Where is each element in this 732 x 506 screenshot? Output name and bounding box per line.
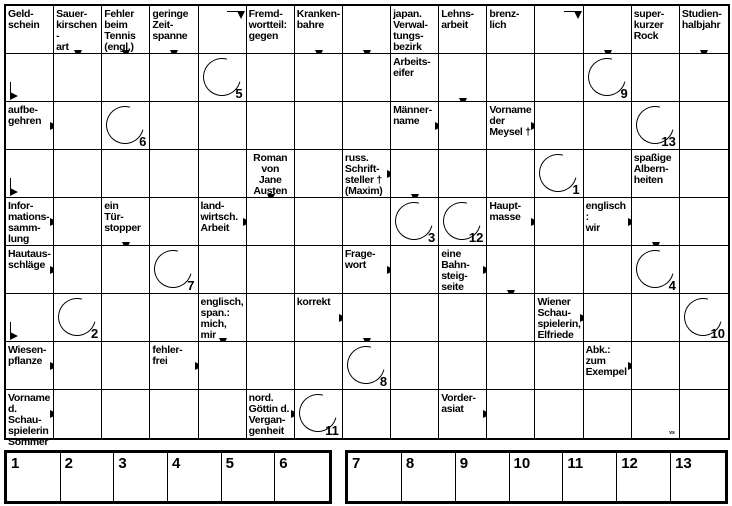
clue-text: Kranken- bahre	[296, 8, 340, 31]
answer-cell[interactable]	[6, 150, 54, 198]
clue-cell	[6, 342, 54, 390]
clue-text: brenz- lich	[489, 8, 520, 31]
answer-cell[interactable]	[487, 246, 535, 294]
solution-number: 12	[468, 230, 484, 245]
solution-letter-cell[interactable]	[150, 246, 198, 294]
clue-text: fehler- frei	[152, 344, 183, 367]
answer-cell[interactable]	[102, 54, 150, 102]
solution-number: 13	[661, 134, 676, 149]
crossword-grid	[4, 4, 730, 448]
solution-box-number: 6	[279, 455, 288, 472]
clue-cell	[102, 6, 150, 54]
answer-cell[interactable]	[680, 198, 728, 246]
solution-letter-cell[interactable]	[343, 342, 391, 390]
solution-box-number: 3	[118, 455, 127, 472]
clue-cell	[54, 6, 102, 54]
answer-cell[interactable]	[54, 150, 102, 198]
solution-letter-cell[interactable]	[54, 294, 102, 342]
clue-cell	[487, 6, 535, 54]
clue-cell	[391, 54, 439, 102]
answer-cell[interactable]	[487, 150, 535, 198]
answer-cell[interactable]	[439, 150, 487, 198]
answer-cell[interactable]	[6, 54, 54, 102]
answer-cell[interactable]	[535, 246, 583, 294]
clue-text: ein Tür- stopper	[104, 200, 141, 234]
clue-text: aufbe- gehren	[8, 104, 42, 127]
answer-cell[interactable]	[295, 246, 343, 294]
answer-cell[interactable]	[487, 390, 535, 438]
clue-text: Wiener Schau- spielerin, Elfriede	[537, 296, 581, 341]
answer-cell[interactable]	[584, 294, 632, 342]
solution-box[interactable]	[563, 453, 617, 501]
solution-letter-cell[interactable]	[584, 54, 632, 102]
answer-cell[interactable]	[295, 342, 343, 390]
clue-text: Lehns- arbeit	[441, 8, 474, 31]
clue-text: Infor- mations- samm- lung	[8, 200, 50, 245]
clue-text: Vorder- asiat	[441, 392, 476, 415]
clue-cell	[102, 198, 150, 246]
solution-number: 4	[668, 278, 676, 293]
answer-cell[interactable]	[391, 246, 439, 294]
answer-cell[interactable]	[343, 390, 391, 438]
answer-cell[interactable]	[391, 150, 439, 198]
solution-number: 1	[572, 182, 580, 197]
clue-text: spaßige Albern- heiten	[633, 152, 672, 186]
clue-text: Männer- name	[393, 104, 432, 127]
solution-box-number: 5	[225, 455, 234, 472]
solution-box-number: 4	[171, 455, 181, 472]
answer-cell[interactable]	[584, 150, 632, 198]
clue-cell	[391, 102, 439, 150]
clue-text: korrekt	[296, 296, 331, 308]
solution-number: 11	[325, 423, 339, 438]
solution-number: 2	[91, 326, 99, 341]
answer-cell[interactable]	[54, 198, 102, 246]
solution-letter-cell[interactable]	[632, 102, 680, 150]
answer-cell[interactable]	[535, 198, 583, 246]
solution-box[interactable]	[114, 453, 168, 501]
solution-strip-right	[345, 450, 728, 504]
answer-cell[interactable]	[391, 390, 439, 438]
answer-cell[interactable]	[680, 150, 728, 198]
arrow-right-down-icon	[227, 11, 241, 26]
answer-cell[interactable]	[343, 198, 391, 246]
solution-box[interactable]	[61, 453, 115, 501]
answer-cell[interactable]	[199, 6, 247, 54]
answer-cell[interactable]	[632, 390, 680, 438]
clue-text: Studien- halbjahr	[681, 8, 722, 31]
clue-cell	[295, 6, 343, 54]
answer-cell[interactable]	[102, 246, 150, 294]
solution-number: 5	[235, 86, 243, 101]
arrow-down-right-icon	[10, 178, 25, 192]
clue-text: Frage- wort	[344, 248, 376, 271]
answer-cell[interactable]	[295, 54, 343, 102]
answer-cell[interactable]	[680, 54, 728, 102]
clue-text: Roman von Jane Austen	[253, 152, 288, 197]
answer-cell[interactable]	[102, 150, 150, 198]
answer-cell[interactable]	[54, 342, 102, 390]
answer-cell[interactable]	[391, 342, 439, 390]
clue-cell	[247, 390, 295, 438]
solution-box-number: 10	[513, 455, 531, 472]
clue-cell	[199, 198, 247, 246]
solution-number: 10	[710, 326, 725, 341]
solution-box[interactable]	[456, 453, 510, 501]
answer-cell[interactable]	[199, 150, 247, 198]
credit-mark: vs	[669, 430, 675, 436]
clue-text: Haupt- masse	[489, 200, 521, 223]
answer-cell[interactable]	[632, 342, 680, 390]
clue-cell	[439, 6, 487, 54]
solution-letter-cell[interactable]	[199, 54, 247, 102]
answer-cell[interactable]	[150, 54, 198, 102]
answer-cell[interactable]	[632, 54, 680, 102]
arrow-down-right-icon	[10, 82, 25, 96]
clue-text: super- kurzer Rock	[633, 8, 665, 42]
solution-box-number: 8	[405, 455, 415, 472]
answer-cell[interactable]	[199, 390, 247, 438]
clue-text: Sauer- kirschen- art	[56, 8, 97, 53]
solution-box-number: 13	[675, 455, 692, 472]
answer-cell[interactable]	[680, 342, 728, 390]
answer-cell[interactable]	[487, 54, 535, 102]
clue-cell	[439, 246, 487, 294]
answer-cell[interactable]	[150, 390, 198, 438]
solution-box-number: 11	[567, 455, 584, 472]
clue-cell	[391, 6, 439, 54]
answer-cell[interactable]	[584, 246, 632, 294]
answer-cell[interactable]	[295, 102, 343, 150]
answer-cell[interactable]	[247, 198, 295, 246]
answer-cell[interactable]	[102, 294, 150, 342]
answer-cell[interactable]	[295, 150, 343, 198]
solution-box[interactable]	[510, 453, 564, 501]
answer-cell[interactable]	[150, 102, 198, 150]
answer-cell[interactable]	[680, 390, 728, 438]
clue-cell	[6, 6, 54, 54]
answer-cell[interactable]	[535, 342, 583, 390]
answer-cell[interactable]	[487, 294, 535, 342]
solution-box-number: 12	[621, 455, 638, 472]
solution-letter-cell[interactable]	[632, 246, 680, 294]
answer-cell[interactable]	[199, 246, 247, 294]
clue-cell	[150, 342, 198, 390]
clue-text: Vorname der Meysel †	[489, 104, 532, 138]
solution-letter-cell[interactable]	[102, 102, 150, 150]
answer-cell[interactable]	[54, 102, 102, 150]
clue-text: englisch: wir	[585, 200, 626, 234]
solution-letter-cell[interactable]	[680, 294, 728, 342]
clue-cell	[584, 198, 632, 246]
clue-cell	[680, 6, 728, 54]
answer-cell[interactable]	[680, 102, 728, 150]
answer-cell[interactable]	[439, 294, 487, 342]
solution-number: 3	[427, 230, 436, 245]
answer-cell[interactable]	[199, 342, 247, 390]
clue-cell	[487, 198, 535, 246]
answer-cell[interactable]	[535, 390, 583, 438]
clue-text: Arbeits- eifer	[393, 56, 431, 79]
clue-text: nord. Göttin d. Vergan- genheit	[248, 392, 290, 437]
clue-cell	[535, 294, 583, 342]
clue-cell	[150, 6, 198, 54]
solution-box-number: 9	[459, 455, 469, 472]
clue-text: eine Bahn- steig- seite	[441, 248, 470, 293]
solution-box[interactable]	[7, 453, 61, 501]
clue-text: Vorname d. Schau- spielerin Sommer	[8, 392, 51, 448]
answer-cell[interactable]	[54, 246, 102, 294]
clue-cell	[199, 294, 247, 342]
solution-number: 7	[187, 278, 195, 293]
solution-box-number: 1	[11, 455, 20, 472]
answer-cell[interactable]	[247, 342, 295, 390]
clue-text: Hautaus- schläge	[8, 248, 51, 271]
answer-cell[interactable]	[150, 294, 198, 342]
clue-text: Fehler beim Tennis (engl.)	[104, 8, 136, 53]
answer-cell[interactable]	[6, 294, 54, 342]
clue-cell	[632, 6, 680, 54]
clue-text: Fremd- wortteil: gegen	[248, 8, 287, 42]
answer-cell[interactable]	[150, 150, 198, 198]
clue-cell	[6, 390, 54, 448]
answer-cell[interactable]	[343, 102, 391, 150]
clue-cell	[295, 294, 343, 342]
answer-cell[interactable]	[102, 342, 150, 390]
clue-text: Geld- schein	[8, 8, 40, 31]
solution-box[interactable]	[402, 453, 456, 501]
clue-text: land- wirtsch. Arbeit	[200, 200, 238, 234]
clue-text: Abk.: zum Exempel	[585, 344, 627, 378]
answer-cell[interactable]	[150, 198, 198, 246]
clue-cell	[247, 6, 295, 54]
answer-cell[interactable]	[584, 102, 632, 150]
solution-letter-cell[interactable]	[535, 150, 583, 198]
clue-cell	[487, 102, 535, 150]
clue-text: russ. Schrift- steller † (Maxim)	[344, 152, 383, 197]
answer-cell[interactable]	[632, 198, 680, 246]
answer-cell[interactable]	[391, 294, 439, 342]
clue-cell	[6, 102, 54, 150]
solution-number: 6	[139, 134, 147, 149]
clue-cell	[584, 342, 632, 390]
answer-cell[interactable]	[487, 342, 535, 390]
answer-cell[interactable]	[247, 294, 295, 342]
clue-cell	[343, 246, 391, 294]
answer-cell[interactable]	[680, 246, 728, 294]
answer-cell[interactable]	[439, 102, 487, 150]
answer-cell[interactable]	[584, 6, 632, 54]
answer-cell[interactable]	[247, 246, 295, 294]
answer-cell[interactable]	[343, 54, 391, 102]
answer-cell[interactable]	[632, 294, 680, 342]
solution-strip-left	[4, 450, 332, 504]
solution-number: 8	[379, 374, 388, 389]
clue-text: englisch, span.: mich, mir	[200, 296, 244, 341]
solution-box[interactable]	[222, 453, 276, 501]
answer-cell[interactable]	[535, 6, 583, 54]
answer-cell[interactable]	[535, 54, 583, 102]
answer-cell[interactable]	[584, 390, 632, 438]
clue-text: Wiesen- pflanze	[8, 344, 47, 367]
solution-box[interactable]	[671, 453, 725, 501]
clue-cell	[247, 150, 295, 198]
answer-cell[interactable]	[343, 294, 391, 342]
solution-box-number: 2	[64, 455, 73, 472]
answer-cell[interactable]	[247, 102, 295, 150]
solution-box[interactable]	[348, 453, 402, 501]
solution-letter-cell[interactable]	[295, 390, 343, 438]
solution-box[interactable]	[275, 453, 329, 501]
solution-box-number: 7	[352, 455, 361, 472]
answer-cell[interactable]	[54, 54, 102, 102]
solution-box[interactable]	[617, 453, 671, 501]
clue-text: japan. Verwal- tungs- bezirk	[393, 8, 428, 53]
clue-cell	[632, 150, 680, 198]
clue-cell	[343, 150, 391, 198]
solution-letter-cell[interactable]	[439, 198, 487, 246]
answer-cell[interactable]	[343, 6, 391, 54]
answer-cell[interactable]	[439, 54, 487, 102]
solution-box[interactable]	[168, 453, 222, 501]
answer-cell[interactable]	[54, 390, 102, 438]
solution-letter-cell[interactable]	[391, 198, 439, 246]
answer-cell[interactable]	[439, 342, 487, 390]
arrow-right-down-icon	[564, 11, 578, 26]
answer-cell[interactable]	[295, 198, 343, 246]
clue-text: geringe Zeit- spanne	[152, 8, 189, 42]
answer-cell[interactable]	[535, 102, 583, 150]
answer-cell[interactable]	[247, 54, 295, 102]
clue-cell	[6, 198, 54, 246]
clue-cell	[439, 390, 487, 438]
answer-cell[interactable]	[102, 390, 150, 438]
clue-cell	[6, 246, 54, 294]
solution-number: 9	[620, 86, 628, 101]
arrow-down-right-icon	[10, 322, 25, 336]
answer-cell[interactable]	[199, 102, 247, 150]
